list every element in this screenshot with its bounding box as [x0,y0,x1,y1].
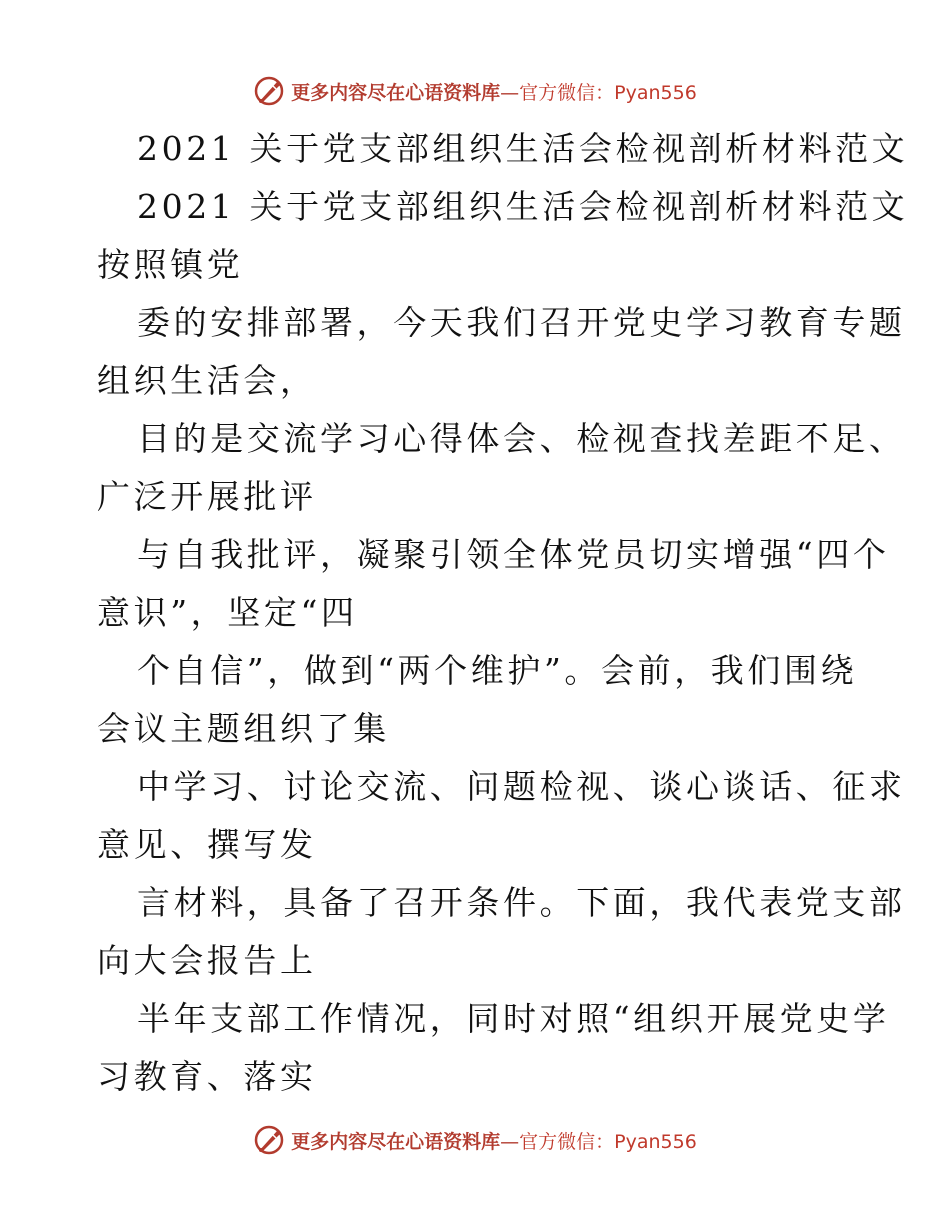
document-line: 会议主题组织了集 [97,709,390,748]
watermark-separator: — [500,81,520,104]
document-title: 2021 关于党支部组织生活会检视剖析材料范文 [137,129,909,168]
document-line: 言材料，具备了召开条件。下面，我代表党支部 [137,883,906,922]
watermark-site: 更多内容尽在心语资料库 [291,81,501,104]
document-line: 个自信”，做到“两个维护”。会前，我们围绕 [137,651,858,690]
watermark-separator: — [500,1130,520,1153]
document-line: 意见、撰写发 [97,825,317,864]
document-body [97,120,909,1106]
document-line: 中学习、讨论交流、问题检视、谈心谈话、征求 [137,767,906,806]
document-line: 习教育、落实 [97,1057,317,1096]
watermark-site: 更多内容尽在心语资料库 [291,1130,501,1153]
document-line: 按照镇党 [97,245,244,284]
document-line: 半年支部工作情况，同时对照“组织开展党史学 [137,999,890,1038]
quill-logo-icon [253,75,285,107]
document-line: 目的是交流学习心得体会、检视查找差距不足、 [137,419,906,458]
document-line: 向大会报告上 [97,941,317,980]
document-line: 广泛开展批评 [97,477,317,516]
document-line: 2021 关于党支部组织生活会检视剖析材料范文 [137,187,909,226]
document-line: 组织生活会， [97,361,317,400]
document-line: 与自我批评，凝聚引领全体党员切实增强“四个 [137,535,890,574]
document-line: 委的安排部署，今天我们召开党史学习教育专题 [137,303,906,342]
watermark-text [291,1127,697,1154]
header-watermark [0,71,950,111]
quill-logo-icon [253,1124,285,1156]
watermark-contact: 官方微信：Pyan556 [519,81,697,104]
footer-watermark [0,1120,950,1160]
document-line: 意识”，坚定“四 [97,593,358,632]
watermark-text [291,78,697,105]
watermark-contact: 官方微信：Pyan556 [519,1130,697,1153]
